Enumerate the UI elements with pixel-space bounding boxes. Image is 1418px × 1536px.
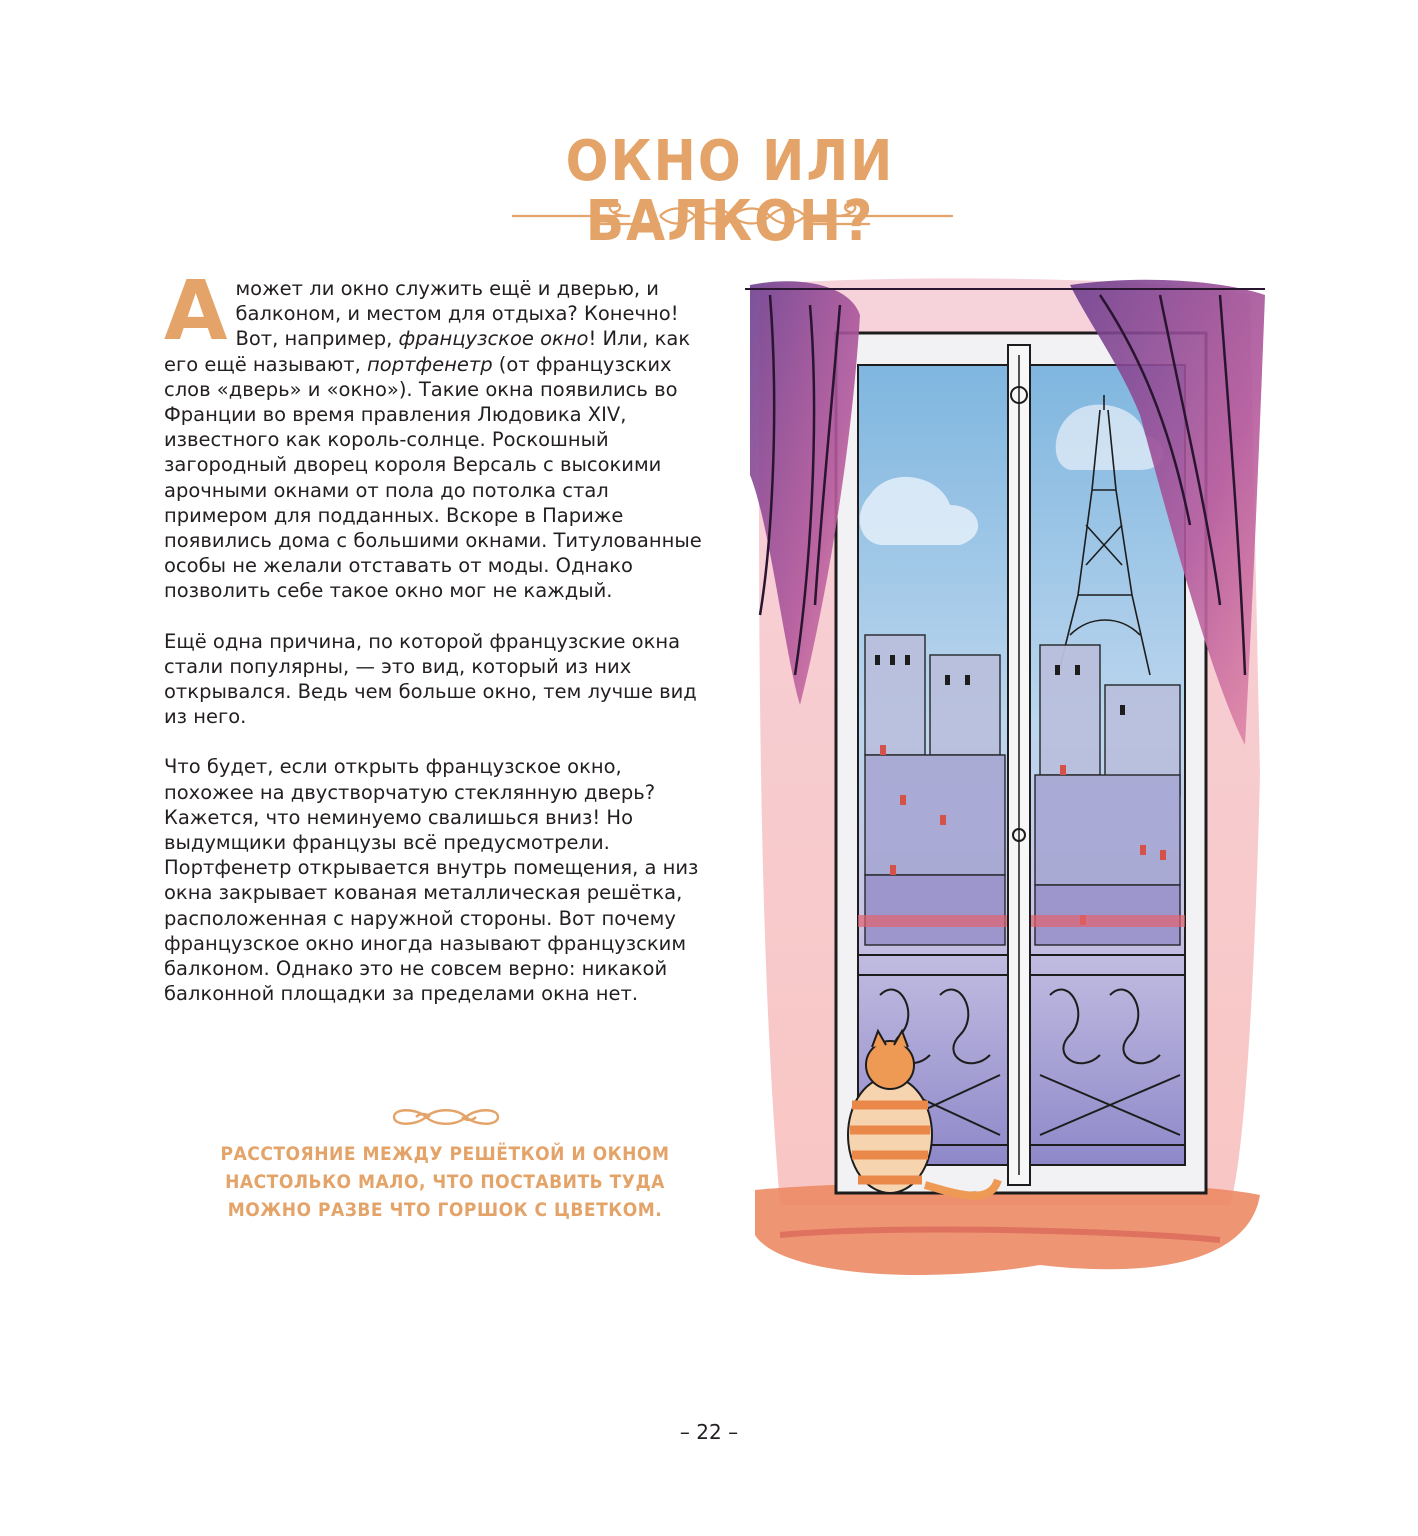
paragraph-1: А может ли окно служить ещё и дверью, и балконом, и местом для отдыха? Конечно! Вот, например, французское окно! Или, как его ещё называют, портфенетр (от французских слов «дверь» и «окно»). Такие окна появились во Франции во время правления Людовика XIV, известного как король-солнце. Роскошный загородный дворец короля Версаль с высокими арочными окнами от пола до потолка стал примером для подданных. Вскоре в Париже появились дома с большими окнами. Титулованные особы не желали отставать от моды. Однако позволить себе такое окно мог не каждый.	[164, 264, 702, 603]
title-ornament	[510, 198, 955, 234]
window-illustration	[740, 275, 1270, 1315]
note-ornament	[386, 1104, 506, 1130]
page-title: ОКНО ИЛИ БАЛКОН?	[565, 129, 895, 254]
side-note: РАССТОЯНИЕ МЕЖДУ РЕШЁТКОЙ И ОКНОМ НАСТОЛЬКО МАЛО, ЧТО ПОСТАВИТЬ ТУДА МОЖНО РАЗВЕ ЧТО ГОРШОК С ЦВЕТКОМ.	[220, 1143, 670, 1221]
page-number: – 22 –	[679, 1420, 739, 1444]
article-body	[164, 264, 704, 1031]
paragraph-2: Ещё одна причина, по которой французские окна стали популярны, — это вид, который из них открывался. Ведь чем больше окно, тем лучше вид из него.	[164, 629, 697, 729]
paragraph-3: Что будет, если открыть французское окно, похожее на двустворчатую стеклянную дверь? Кажется, что неминуемо свалишься вниз! Но выдумщики французы всё предусмотрели. Портфенетр открывается внутрь помещения, а низ окна закрывает кованая металлическая решётка, расположенная с наружной стороны. Вот почему французское окно иногда называют французским балконом. Однако это не совсем верно: никакой балконной площадки за пределами окна нет.	[164, 755, 699, 1006]
drop-cap: А	[164, 264, 228, 359]
